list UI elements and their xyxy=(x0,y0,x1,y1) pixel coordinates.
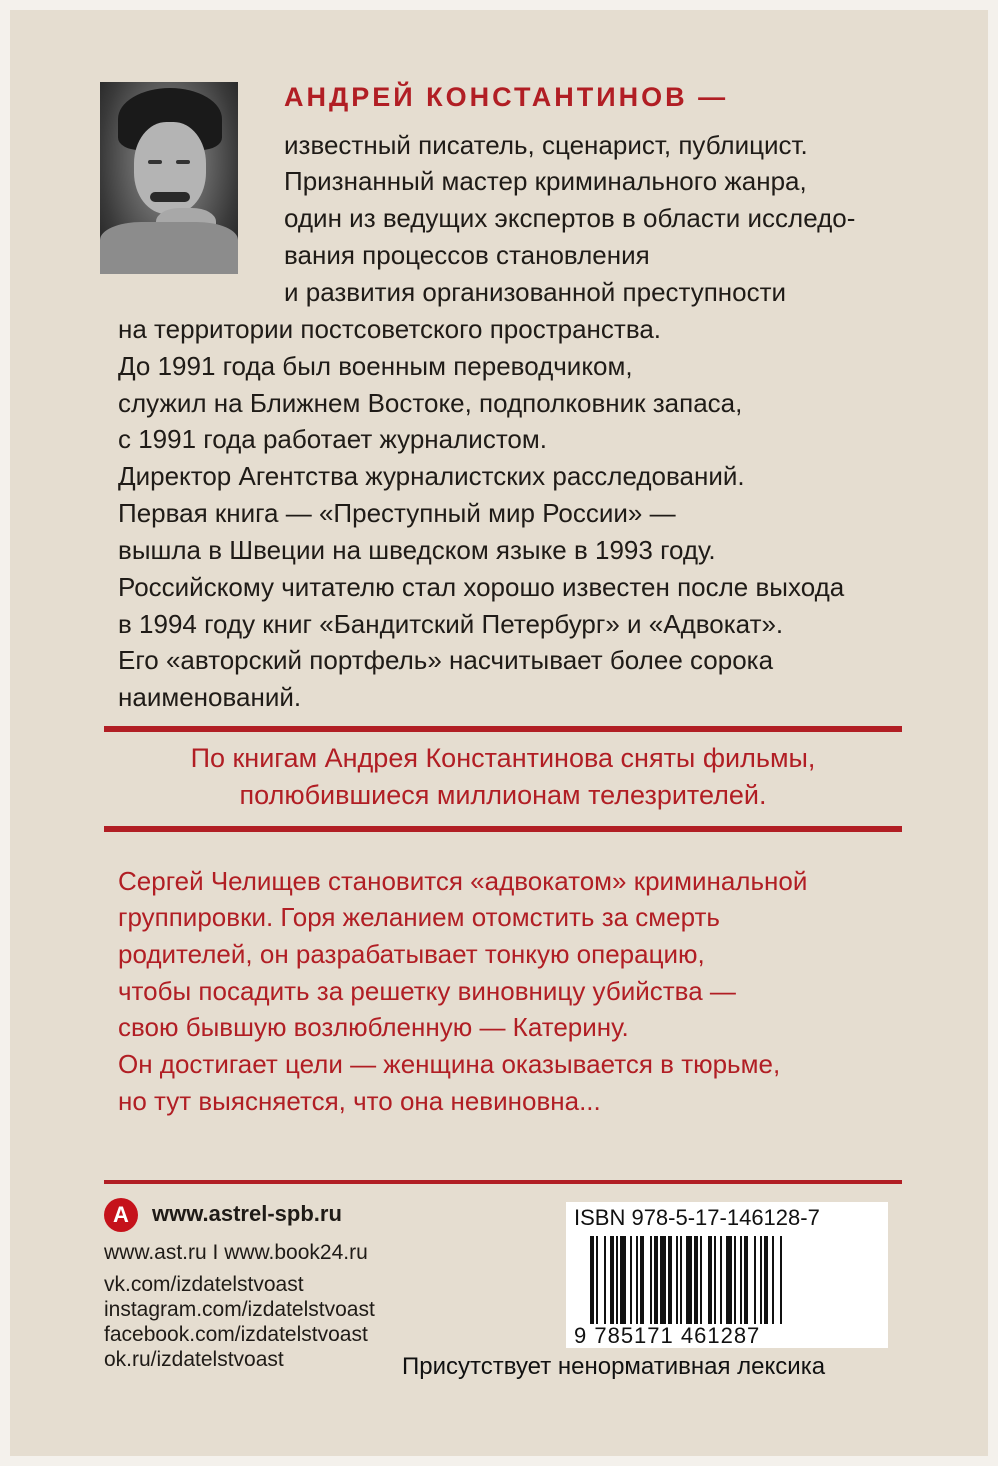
bio-line: Российскому читателю стал хорошо известен после выхода xyxy=(118,572,845,602)
films-note xyxy=(104,740,902,814)
divider xyxy=(104,826,902,832)
barcode xyxy=(590,1236,860,1324)
films-line: полюбившиеся миллионам телезрителей. xyxy=(239,780,767,810)
instagram-link[interactable]: instagram.com/izdatelstvoast xyxy=(104,1298,375,1321)
bio-line: в 1994 году книг «Бандитский Петербург» и «Адвокат». xyxy=(118,609,784,639)
ok-link[interactable]: ok.ru/izdatelstvoast xyxy=(104,1348,284,1371)
bio-line: Его «авторский портфель» насчитывает более сорока xyxy=(118,645,774,675)
author-photo xyxy=(100,82,238,274)
annotation-line: группировки. Горя желанием отомстить за смерть xyxy=(118,902,720,932)
annotation-line: родителей, он разрабатывает тонкую операцию, xyxy=(118,939,705,969)
bio-line: Директор Агентства журналистских расследований. xyxy=(118,461,745,491)
isbn: ISBN 978-5-17-146128-7 xyxy=(574,1205,820,1230)
content-warning: Присутствует ненормативная лексика xyxy=(402,1353,826,1380)
bio-line: наименований. xyxy=(118,682,302,712)
annotation-line: но тут выясняется, что она невиновна... xyxy=(118,1086,601,1116)
barcode-number: 9 785171 461287 xyxy=(574,1323,761,1348)
publisher-logo: А xyxy=(104,1198,138,1232)
bio-line: известный писатель, сценарист, публицист. xyxy=(284,130,808,160)
bio-line: и развития организованной преступности xyxy=(284,277,787,307)
bio-line: с 1991 года работает журналистом. xyxy=(118,424,547,454)
publisher-links[interactable]: www.ast.ru I www.book24.ru xyxy=(104,1241,368,1264)
author-name: АНДРЕЙ КОНСТАНТИНОВ — xyxy=(284,82,729,112)
bio-line: один из ведущих экспертов в области исследо- xyxy=(284,203,856,233)
bio-line: служил на Ближнем Востоке, подполковник запаса, xyxy=(118,388,743,418)
publisher-site-link[interactable]: www.astrel-spb.ru xyxy=(152,1201,342,1226)
bio-line: Первая книга — «Преступный мир России» — xyxy=(118,498,676,528)
divider xyxy=(104,1180,902,1184)
annotation-line: чтобы посадить за решетку виновницу убийства — xyxy=(118,976,736,1006)
facebook-link[interactable]: facebook.com/izdatelstvoast xyxy=(104,1323,368,1346)
bio-line: вышла в Швеции на шведском языке в 1993 году. xyxy=(118,535,716,565)
bio-line: на территории постсоветского пространства. xyxy=(118,314,662,344)
annotation-line: свою бывшую возлюбленную — Катерину. xyxy=(118,1012,629,1042)
annotation-line: Сергей Челищев становится «адвокатом» криминальной xyxy=(118,866,808,896)
divider xyxy=(104,726,902,732)
bio-line: Признанный мастер криминального жанра, xyxy=(284,166,807,196)
films-line: По книгам Андрея Константинова сняты фильмы, xyxy=(190,743,816,773)
bio-line: До 1991 года был военным переводчиком, xyxy=(118,351,633,381)
annotation-line: Он достигает цели — женщина оказывается в тюрьме, xyxy=(118,1049,781,1079)
vk-link[interactable]: vk.com/izdatelstvoast xyxy=(104,1273,304,1296)
bio-line: вания процессов становления xyxy=(284,240,650,270)
